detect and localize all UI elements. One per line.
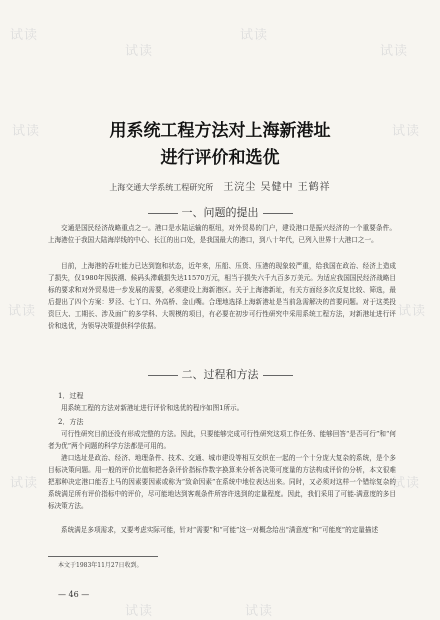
affiliation: 上海交通大学系统工程研究所 xyxy=(109,183,214,192)
paragraph: 可行性研究目前还没有形成完整的方法。因此，只要能够完成可行性研究这项工作任务、能够回答“是否可行”和“何者为优”两个问题的科学方法都是可用的。 xyxy=(48,430,396,451)
authors: 王浣尘 吴健中 王鹤祥 xyxy=(223,182,331,193)
byline xyxy=(0,178,440,193)
heading-rule-left xyxy=(148,213,178,214)
watermark-text: 试读 xyxy=(125,44,154,59)
section-heading-2-text: 二、过程和方法 xyxy=(181,368,259,381)
section-heading-1-text: 一、问题的提出 xyxy=(181,206,259,219)
paragraph: 交通是国民经济战略重点之一。港口是水陆运输的枢纽，对外贸易的门户，建设港口是振兴经济的一个重要条件。上海港位于我国大陆海岸线的中心、长江的出口处，是我国最大的港口，到八十年代，已列入世界十大港口之一。 xyxy=(48,224,396,245)
watermark-text: 试读 xyxy=(245,604,274,619)
paragraph: 港口选址是政治、经济、地理条件、技术、交通、城市建设等相互交织在一起的一个十分庞大复杂的系统，是个多目标决策问题。用一般的评价比值和把各条评价指标作数字换算来分析各决策可度量的方法构成评价的分析，本文很难把那种决定港口能否上马的因素要因素或称为“致命因素”在系统中地位表达出来。同时，又必须对这样一个错综复杂的系统满足所有评价指标中的评价，尽可能地达到客观条件所容许选到的定量程度。因此，我们采用了可能-满意度的多目标决策方法。 xyxy=(48,454,396,511)
watermark-text: 试读 xyxy=(392,124,421,139)
section-heading-2 xyxy=(0,366,440,382)
heading-rule-left xyxy=(148,375,178,376)
paragraph: 用系统工程的方法对新港址进行评价和选优的程序如图1所示。 xyxy=(61,404,244,412)
paragraph: 系统满足多项需求，又要考虑实际可能，针对“需要”和“可能”这一对概念给出“满意度”和“可能度”的定量描述 xyxy=(61,526,379,534)
watermark-text: 试读 xyxy=(12,124,41,139)
paper-title-line-2: 进行评价和选优 xyxy=(160,148,280,168)
watermark-text: 试读 xyxy=(398,304,427,319)
footnote-rule xyxy=(48,556,158,557)
watermark-text: 试读 xyxy=(8,304,37,319)
watermark-text: 试读 xyxy=(10,28,39,43)
watermark-text: 试读 xyxy=(380,44,409,59)
subsection-heading: 2．方法 xyxy=(58,418,84,426)
watermark-text: 试读 xyxy=(125,604,154,619)
page-number: — 46 — xyxy=(58,590,90,599)
paper-title-line-1: 用系统工程方法对上海新港址 xyxy=(109,121,331,141)
section-heading-1 xyxy=(0,204,440,220)
footnote: 本文于1983年11月27日收到。 xyxy=(58,562,143,569)
watermark-text: 试读 xyxy=(392,476,421,491)
paragraph: 目前，上海港的吞吐能力已达到饱和状态，近年来，压船、压货、压港的现象较严重，给我国在政治、经济上造成了损失，仅1980年因拔溯、候码头滞载损失达11570万元，相当于损失六千九百多万美元。为适应我国国民经济战略目标的要求和对外贸易进一步发展的需要，必须建设上海新港区。关于上海港新址，有关方面经多次反复比较、筛选，最后提出了四个方案：罗泾、七丫口、外高桥、金山嘴。合理地选择上海新港址是当前急需解决的首要问题。对于这类投资巨大、工期长、涉及面广的多学科、大规模的项目，有必要在初步可行性研究中采用系统工程方法，对新港址进行评价和选优，为领导决策提供科学依据。 xyxy=(48,262,396,331)
watermark-text: 试读 xyxy=(240,28,269,43)
subsection-heading: 1．过程 xyxy=(58,392,84,400)
watermark-text: 试读 xyxy=(10,476,39,491)
heading-rule-right xyxy=(263,375,293,376)
heading-rule-right xyxy=(263,213,293,214)
